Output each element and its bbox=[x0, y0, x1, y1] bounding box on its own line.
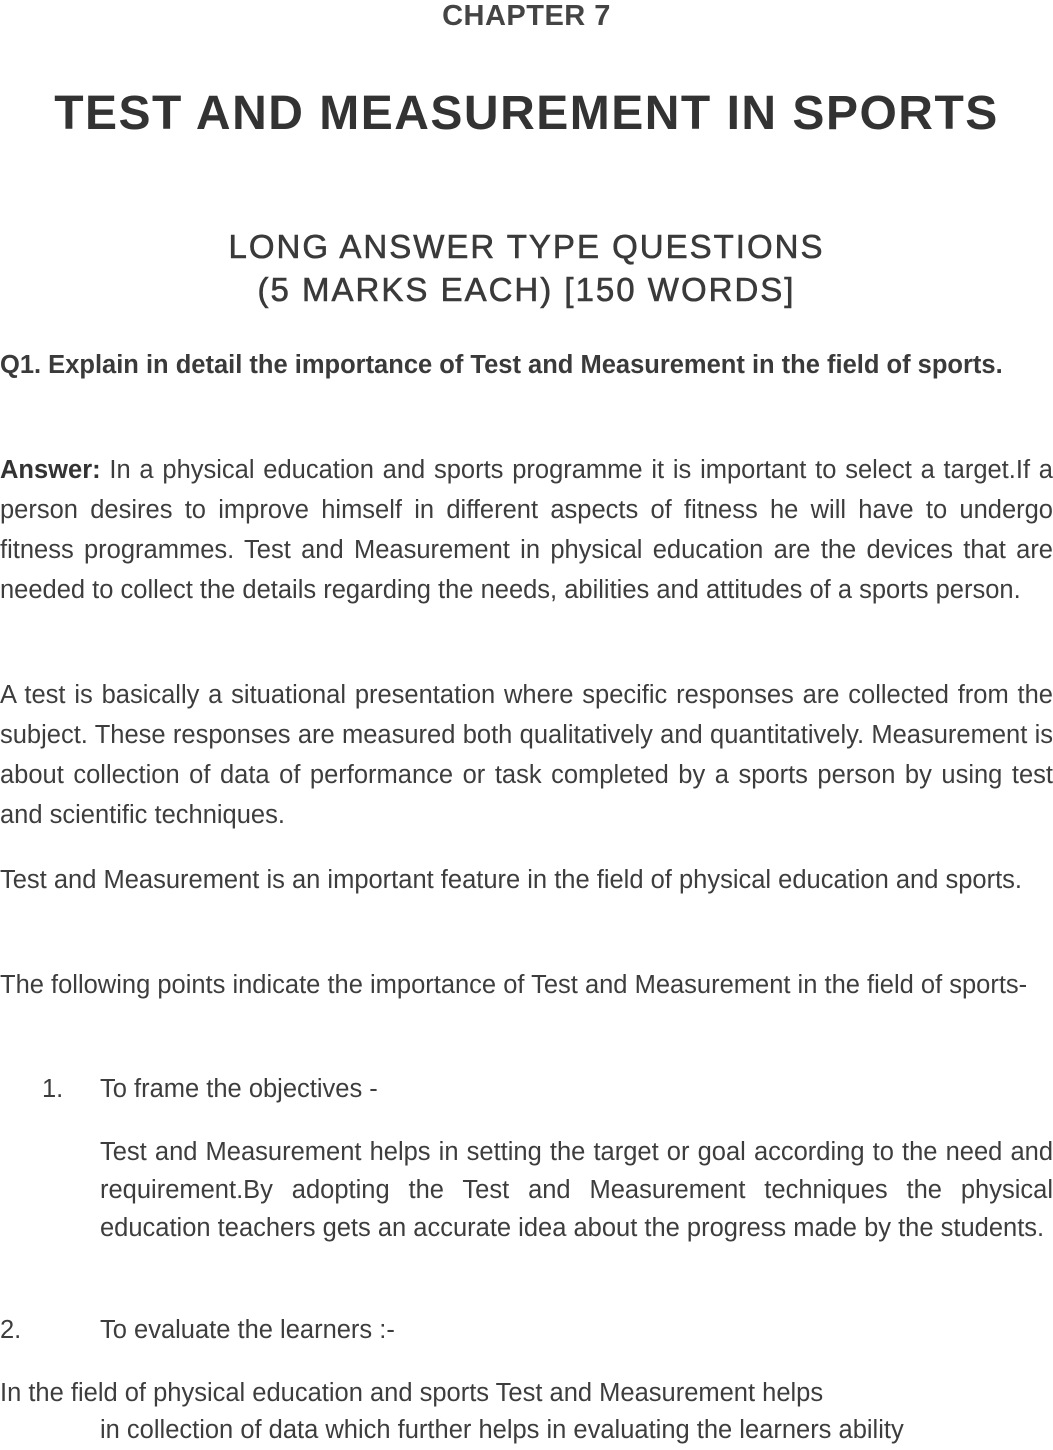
point-1-number: 1. bbox=[42, 1075, 64, 1103]
answer-label: Answer: bbox=[0, 456, 101, 484]
point-2-body-line2: in collection of data which further helps in evaluating the learners ability bbox=[100, 1416, 904, 1444]
chapter-label: CHAPTER 7 bbox=[442, 0, 611, 32]
question-q1: Q1. Explain in detail the importance of Test and Measurement in the field of sports. bbox=[0, 351, 1003, 379]
section-title-line1: LONG ANSWER TYPE QUESTIONS bbox=[228, 228, 825, 265]
section-title-line2: (5 MARKS EACH) [150 WORDS] bbox=[257, 271, 796, 308]
point-2-body-line1: In the field of physical education and sports Test and Measurement helps bbox=[0, 1379, 824, 1407]
point-1-body: Test and Measurement helps in setting the target or goal according to the need and requirement.By adopting the Test and Measurement techniques the physical education teachers gets an accurate idea about the progress made by the students. bbox=[100, 1138, 1053, 1242]
chapter-title: TEST AND MEASUREMENT IN SPORTS bbox=[54, 87, 999, 140]
paragraph-test-definition: A test is basically a situational presentation where specific responses are collected from the subject. These responses are measured both qualitatively and quantitatively. Measurement is about collection of data of performance or task completed by a sports person by using test and scientific techniques. bbox=[0, 681, 1053, 829]
point-2-heading: To evaluate the learners :- bbox=[100, 1316, 395, 1344]
paragraph-importance-feature: Test and Measurement is an important feature in the field of physical education and sports. bbox=[0, 866, 1022, 894]
point-2-number: 2. bbox=[0, 1316, 22, 1344]
point-1-heading: To frame the objectives - bbox=[100, 1075, 378, 1103]
answer-text: In a physical education and sports programme it is important to select a target.If a person desires to improve himself in different aspects of fitness he will have to undergo fitness programmes. Test and Measurement in physical education are the devices that are needed to collect the details regarding the needs, abilities and attitudes of a sports person. bbox=[0, 456, 1053, 604]
answer-paragraph bbox=[0, 450, 1053, 610]
paragraph-points-intro: The following points indicate the importance of Test and Measurement in the field of sports- bbox=[0, 971, 1028, 999]
